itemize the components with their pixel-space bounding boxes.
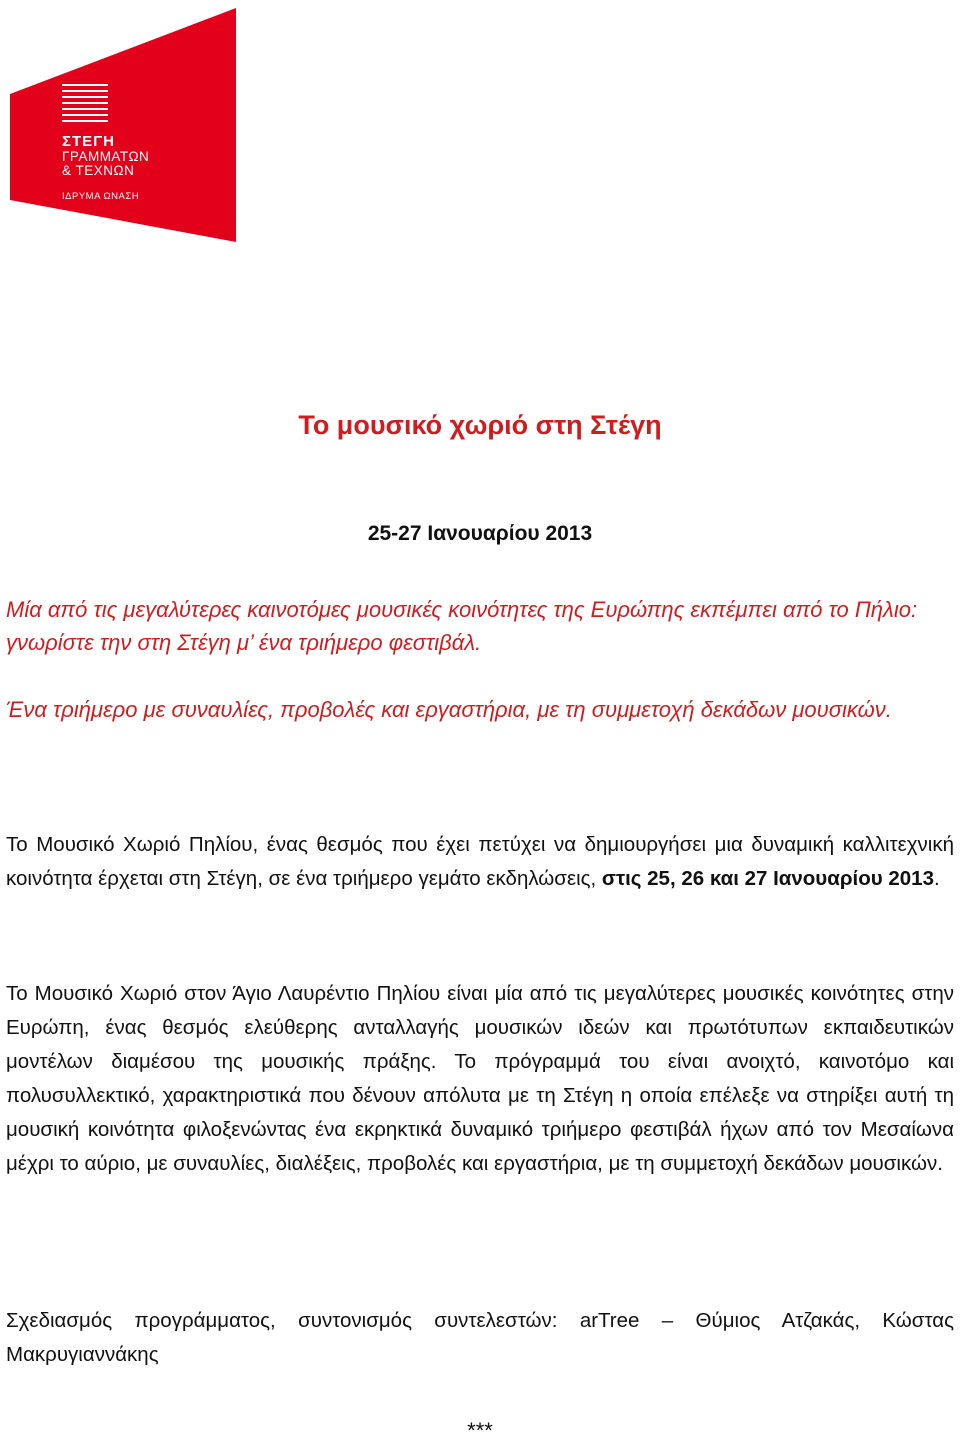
paragraph-1-end: . — [933, 867, 940, 890]
subtitle-2: Ένα τριήμερο με συναυλίες, προβολές και εργαστήρια, με τη συμμετοχή δεκάδων μουσικών. — [6, 697, 892, 722]
paragraph-1 — [6, 828, 954, 896]
event-date: 25-27 Ιανουαρίου 2013 — [367, 522, 593, 545]
logo-line-2: ΓΡΑΜΜΑΤΩΝ — [62, 148, 150, 164]
logo-text — [62, 134, 149, 202]
logo-shape — [10, 8, 236, 242]
logo-line-3: & ΤΕΧΝΩΝ — [62, 162, 135, 178]
steg-logo — [10, 8, 236, 242]
separator: *** — [467, 1418, 493, 1443]
subtitle-1: Μία από τις μεγαλύτερες καινοτόμες μουσικές κοινότητες της Ευρώπης εκπέμπει από το Πήλιο: γνωρίστε την στη Στέγη μ’ ένα τριήμερο φεστιβάλ. — [6, 597, 918, 655]
logo-stripes — [62, 84, 108, 126]
paragraph-1-bold: στις 25, 26 και 27 Ιανουαρίου 2013 — [601, 867, 934, 890]
paragraph-2: Το Μουσικό Χωριό στον Άγιο Λαυρέντιο Πηλίου είναι μία από τις μεγαλύτερες μουσικές κοινότητες στην Ευρώπη, ένας θεσμός ελεύθερης ανταλλαγής μουσικών ιδεών και πρωτότυπων εκπαιδευτικών μοντέλων διαμέσου της μουσικής πράξης. Το πρόγραμμά του είναι ανοιχτό, καινοτόμο και πολυσυλλεκτικό, χαρακτηριστικά που δένουν απόλυτα με τη Στέγη η οποία επέλεξε να στηρίξει αυτή τη μουσική κοινότητα φιλοξενώντας ένα εκρηκτικά δυναμικό τριήμερο φεστιβάλ ήχων από τον Μεσαίωνα μέχρι το αύριο, με συναυλίες, διαλέξεις, προβολές και εργαστήρια, με τη συμμετοχή δεκάδων μουσικών. — [6, 982, 954, 1175]
paragraph-3: Σχεδιασμός προγράμματος, συντονισμός συντελεστών: arTree – Θύμιος Ατζακάς, Κώστας Μακρυγιαννάκης — [6, 1309, 954, 1366]
paragraph-1-text: Το Μουσικό Χωριό Πηλίου, ένας θεσμός που έχει πετύχει να δημιουργήσει μια δυναμική καλλιτεχνική κοινότητα έρχεται στη Στέγη, σε ένα τριήμερο γεμάτο εκδηλώσεις, — [6, 833, 954, 890]
logo-line-1: ΣΤΕΓΗ — [62, 133, 116, 150]
logo-line-4: ΙΔΡΥΜΑ ΩΝΑΣΗ — [62, 191, 140, 203]
document-title: Το μουσικό χωριό στη Στέγη — [298, 410, 662, 440]
